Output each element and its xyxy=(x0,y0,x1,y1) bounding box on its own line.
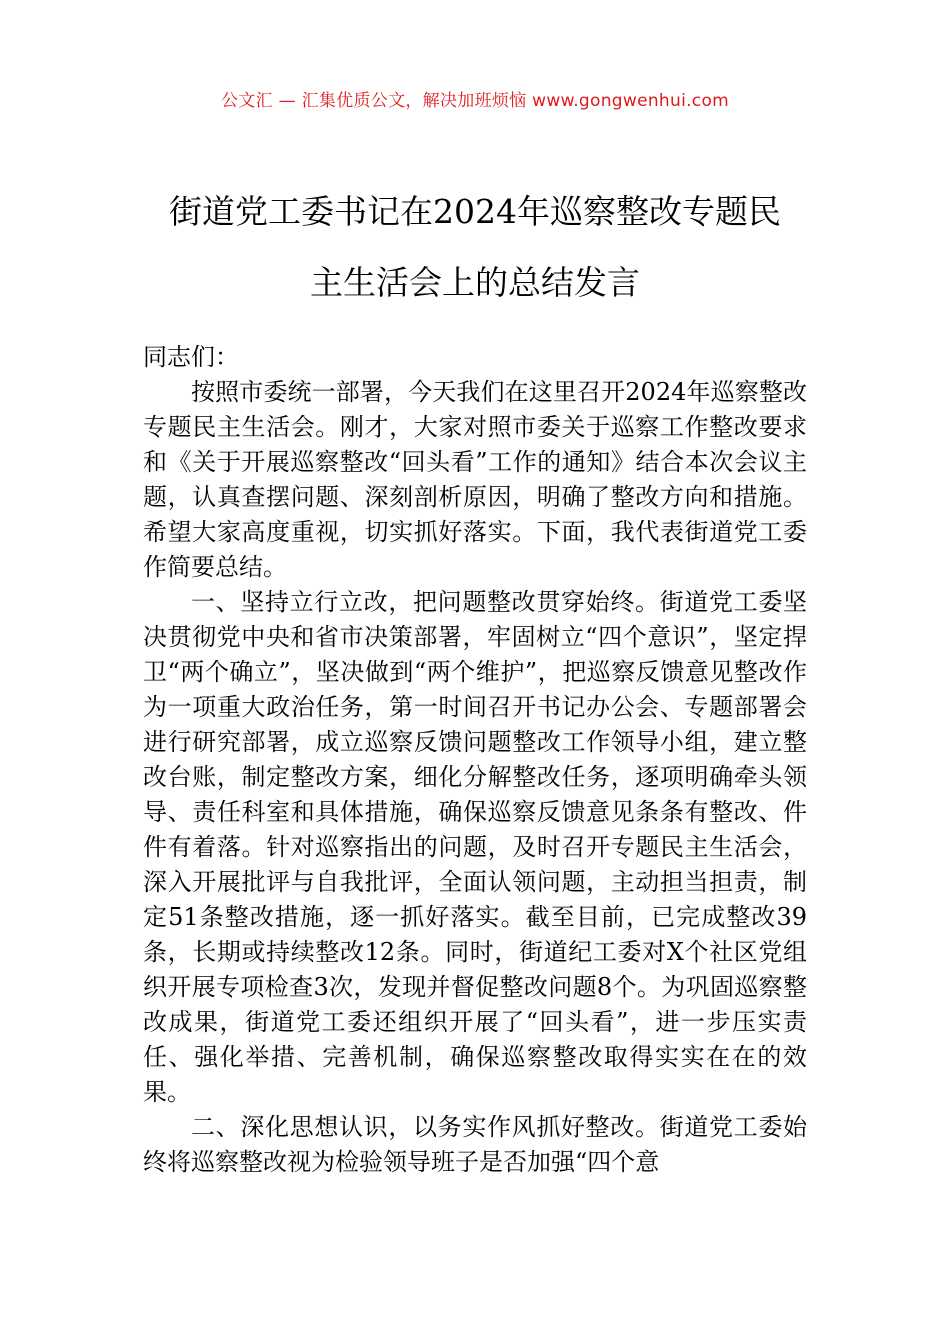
document-title xyxy=(100,176,850,318)
title-line-2: 主生活会上的总结发言 xyxy=(310,263,640,302)
header-banner: 公文汇 — 汇集优质公文，解决加班烦恼 www.gongwenhui.com xyxy=(220,91,730,111)
paragraph-section-1: 一、坚持立行立改，把问题整改贯穿始终。街道党工委坚决贯彻党中央和省市决策部署，牢固树立“四个意识”，坚定捍卫“两个确立”，坚决做到“两个维护”，把巡察反馈意见整改作为一项重大政治任务，第一时间召开书记办公会、专题部署会进行研究部署，成立巡察反馈问题整改工作领导小组，建立整改台账，制定整改方案，细化分解整改任务，逐项明确牵头领导、责任科室和具体措施，确保巡察反馈意见条条有整改、件件有着落。针对巡察指出的问题，及时召开专题民主生活会，深入开展批评与自我批评，全面认领问题，主动担当担责，制定51条整改措施，逐一抓好落实。截至目前，已完成整改39条，长期或持续整改12条。同时，街道纪工委对X个社区党组织开展专项检查3次，发现并督促整改问题8个。为巩固巡察整改成果，街道党工委还组织开展了“回头看”，进一步压实责任、强化举措、完善机制，确保巡察整改取得实实在在的效果。 xyxy=(143,588,807,1106)
salutation: 同志们： xyxy=(143,343,239,371)
title-line-1: 街道党工委书记在2024年巡察整改专题民 xyxy=(169,192,781,231)
paragraph-intro: 按照市委统一部署，今天我们在这里召开2024年巡察整改专题民主生活会。刚才，大家对照市委关于巡察工作整改要求和《关于开展巡察整改“回头看”工作的通知》结合本次会议主题，认真查摆问题、深刻剖析原因，明确了整改方向和措施。希望大家高度重视，切实抓好落实。下面，我代表街道党工委作简要总结。 xyxy=(143,378,807,581)
document-body xyxy=(143,340,807,1180)
paragraph-section-2: 二、深化思想认识，以务实作风抓好整改。街道党工委始终将巡察整改视为检验领导班子是否加强“四个意 xyxy=(143,1113,807,1176)
